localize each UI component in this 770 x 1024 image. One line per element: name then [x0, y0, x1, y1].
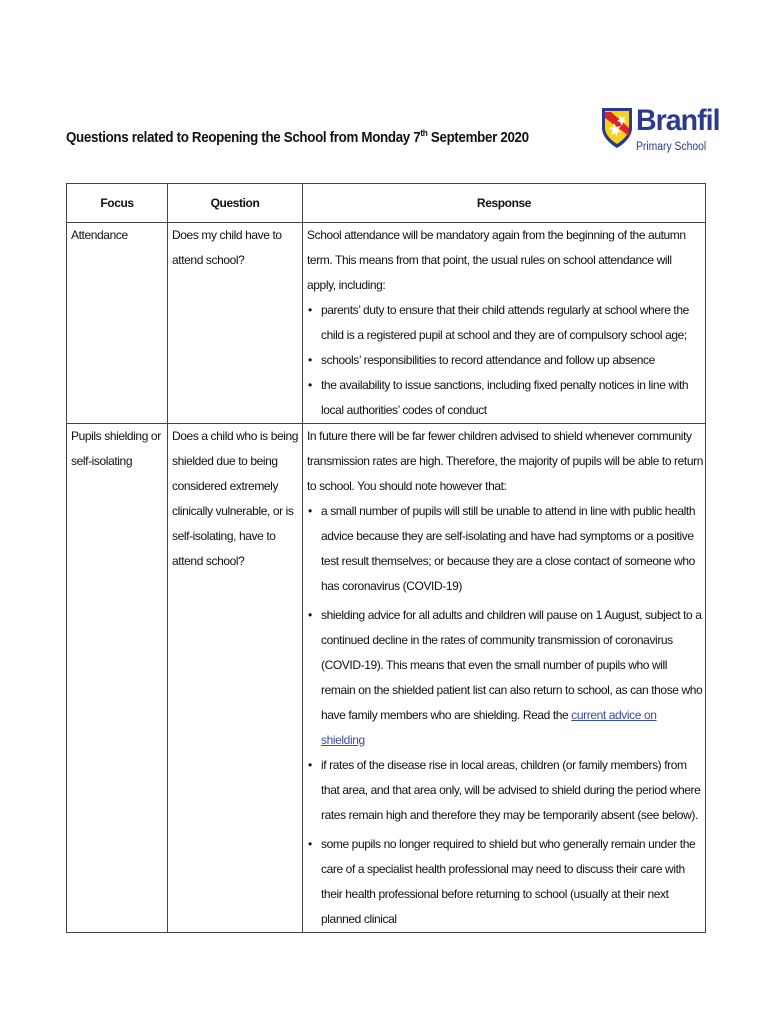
question-cell: Does my child have to attend school?: [168, 223, 303, 424]
table-row: [67, 424, 706, 933]
shielding-advice-link[interactable]: current advice on shielding: [321, 708, 657, 747]
qa-table: [66, 183, 706, 933]
table-row: [67, 223, 706, 424]
title-superscript: th: [420, 128, 428, 139]
header-focus: Focus: [67, 184, 168, 223]
title-text: Questions related to Reopening the School from Monday 7: [66, 130, 421, 146]
list-item-text: shielding advice for all adults and children will pause on 1 August, subject to a continued decline in the rates of community transmission of coronavirus (COVID-19). This means that even the small number of pupils who will remain on the shielded patient list can also return to school, as can those who have family members who are shielding. Read the: [321, 608, 703, 722]
focus-cell: Pupils shielding or self-isolating: [67, 424, 168, 933]
question-cell: Does a child who is being shielded due to being considered extremely clinically vulnerable, or is self-isolating, have to attend school?: [168, 424, 303, 933]
page-title: [66, 130, 529, 146]
shield-crest-icon: [600, 106, 634, 150]
response-bullets: [307, 499, 703, 932]
response-cell: [303, 223, 706, 424]
response-intro: School attendance will be mandatory again from the beginning of the autumn term. This means from that point, the usual rules on school attendance will apply, including:: [307, 228, 686, 292]
table-header-row: [67, 184, 706, 223]
list-item: • schools’ responsibilities to record attendance and follow up absence: [321, 348, 703, 373]
list-item: [321, 603, 703, 753]
school-logo: [600, 100, 720, 175]
list-item: • a small number of pupils will still be unable to attend in line with public health advice because they are self-isolating and have had symptoms or a positive test result themselves; or because they are a close contact of someone who has coronavirus (COVID-19): [321, 499, 703, 599]
response-intro: In future there will be far fewer children advised to shield whenever community transmission rates are high. Therefore, the majority of pupils will be able to return to school. You should note however that:: [307, 429, 703, 493]
list-item: • some pupils no longer required to shield but who generally remain under the care of a specialist health professional may need to discuss their care with their health professional before returning to school (usually at their next planned clinical: [321, 832, 703, 932]
logo-subtitle: Primary School: [636, 141, 707, 153]
list-item: • if rates of the disease rise in local areas, children (or family members) from that area, and that area only, will be advised to shield during the period where rates remain high and therefore they may be temporarily absent (see below).: [321, 753, 703, 828]
response-bullets: [307, 298, 703, 423]
header-question: Question: [168, 184, 303, 223]
title-text-end: September 2020: [427, 130, 529, 146]
focus-cell: Attendance: [67, 223, 168, 424]
list-item: • parents’ duty to ensure that their child attends regularly at school where the child is a registered pupil at school and they are of compulsory school age;: [321, 298, 703, 348]
list-item: • the availability to issue sanctions, including fixed penalty notices in line with local authorities’ codes of conduct: [321, 373, 703, 423]
response-cell: [303, 424, 706, 933]
logo-brand-name: Branfil: [636, 104, 720, 137]
header-response: Response: [303, 184, 706, 223]
